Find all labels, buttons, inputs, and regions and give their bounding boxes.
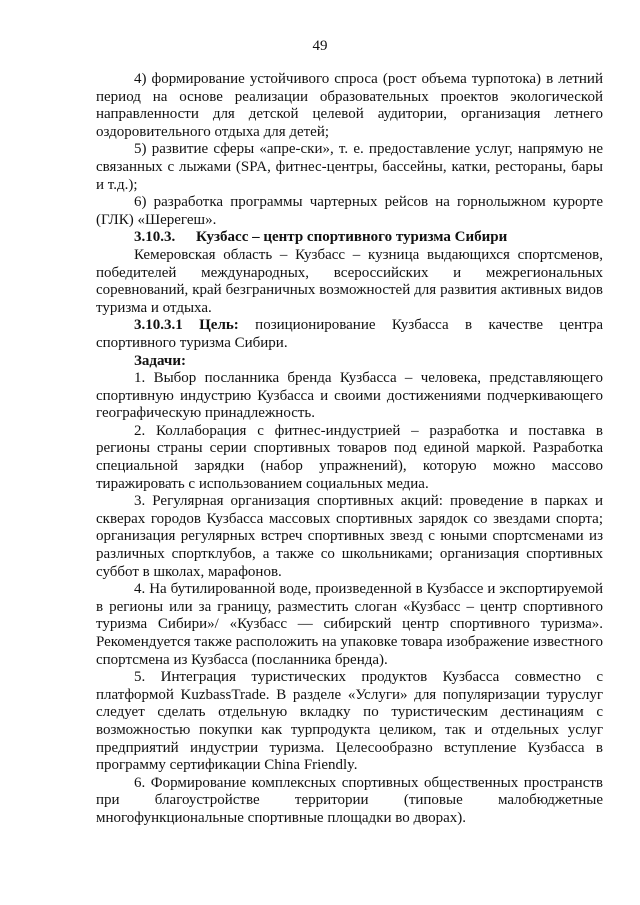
task-3: 3. Регулярная организация спортивных акций: проведение в парках и скверах городов Кузбасса массовых спортивных зарядок со звездами спорта; организация регулярных встреч спортивных звезд с юными спортсменами из различных спортклубов, а также со школьниками; организация спортивных суббот в школах, марафонов. [96, 493, 603, 580]
task-4: 4. На бутилированной воде, произведенной в Кузбассе и экспортируемой в регионы или за границу, разместить слоган «Кузбасс – центр спортивного туризма Сибири»/ «Кузбасс — сибирский центр спортивного туризма». Рекомендуется также расположить на упаковке товара изображение известного спортсмена из Кузбасса (посланника бренда). [96, 581, 603, 668]
task-6: 6. Формирование комплексных спортивных общественных пространств при благоустройстве территории (типовые малобюджетные многофункциональные спортивные площадки во дворах). [96, 774, 603, 826]
section-title: Кузбасс – центр спортивного туризма Сибири [196, 229, 508, 246]
goal-number: 3.10.3.1 [134, 317, 183, 334]
page-body [96, 71, 603, 828]
page-number: 49 [312, 38, 328, 54]
task-1: 1. Выбор посланника бренда Кузбасса – человека, представляющего спортивную индустрию Кузбасса и своими достижениями подчеркивающего географическую принадлежность. [96, 370, 603, 422]
goal-text: позиционирование Кузбасса в качестве центра спортивного туризма Сибири. [96, 317, 604, 351]
section-heading [96, 229, 603, 247]
task-5: 5. Интеграция туристических продуктов Кузбасса совместно с платформой KuzbassTrade. В разделе «Услуги» для популяризации туруслуг следует сделать отдельную вкладку по туристическим дестинациям с возможностью покупки как турпродукта целиком, так и отдельных услуг предприятий индустрии туризма. Целесообразно вступление Кузбасса в программу сертификации China Friendly. [96, 669, 603, 774]
goal-paragraph [96, 317, 603, 352]
list-item-6: 6) разработка программы чартерных рейсов на горнолыжном курорте (ГЛК) «Шерегеш». [96, 194, 603, 228]
goal-label: Цель: [199, 317, 239, 334]
section-number: 3.10.3. [134, 229, 176, 246]
task-2: 2. Коллаборация с фитнес-индустрией – разработка и поставка в регионы страны серии спортивных товаров под единой маркой. Разработка специальной зарядки (набор упражнений), которую можно массово тиражировать с использованием социальных медиа. [96, 422, 603, 492]
tasks-label: Задачи: [134, 352, 187, 369]
section-intro: Кемеровская область – Кузбасс – кузница выдающихся спортсменов, победителей международных, всероссийских и межрегиональных соревнований, край безграничных возможностей для развития активных видов туризма и отдыха. [96, 246, 603, 316]
list-item-5: 5) развитие сферы «апре-ски», т. е. предоставление услуг, напрямую не связанных с лыжами (SPA, фитнес-центры, бассейны, катки, рестораны, бары и т.д.); [96, 141, 603, 193]
list-item-4: 4) формирование устойчивого спроса (рост объема турпотока) в летний период на основе реализации образовательных проектов экологической направленности для детской целевой аудитории, организация летнего оздоровительного отдыха для детей; [96, 71, 603, 140]
